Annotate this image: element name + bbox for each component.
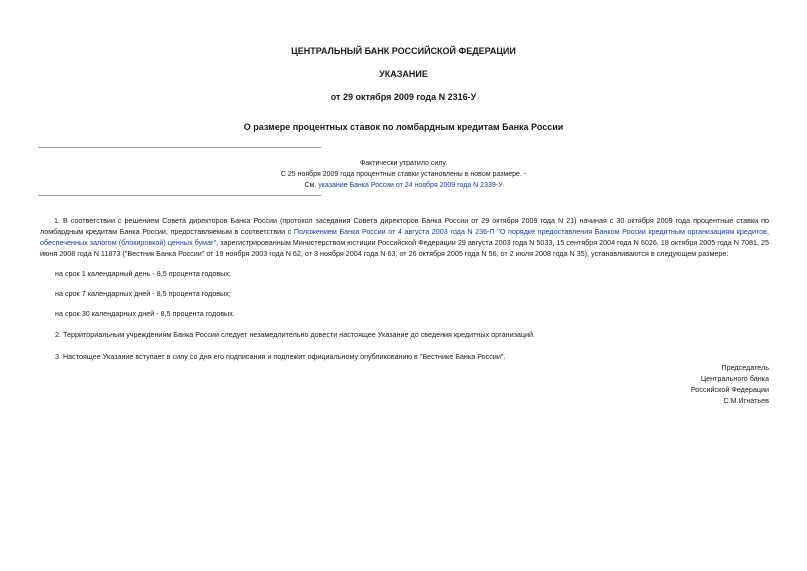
signature-org: Центрального банка	[700, 374, 769, 383]
document-type: УКАЗАНИЕ	[379, 69, 428, 79]
issuer-heading: ЦЕНТРАЛЬНЫЙ БАНК РОССИЙСКОЙ ФЕДЕРАЦИИ	[291, 46, 516, 56]
status-note-reference	[0, 180, 807, 191]
document-title: О размере процентных ставок по ломбардным кредитам Банка России	[243, 122, 564, 132]
regulation-link[interactable]: Положением Банка России от 4 августа 2003 года N 236-П "О порядке предоставления Банком России кредитным организациям кредитов, обеспеченных залогом (блокировкой) ценных бумаг"	[40, 227, 769, 247]
paragraph-1	[40, 215, 769, 259]
status-note-line1: Фактически утратило силу.	[359, 160, 448, 167]
rate-item-1: на срок 1 календарный день - 8,5 процента годовых;	[55, 269, 231, 278]
reference-link[interactable]: указание Банка России от 24 ноября 2009 года N 2339-У	[318, 182, 503, 189]
divider-top	[38, 147, 321, 148]
signature-title: Председатель	[721, 363, 769, 372]
status-note-line2: С 25 ноября 2009 года процентные ставки установлены в новом размере. -	[280, 171, 527, 178]
paragraph-2: 2. Территориальным учреждениям Банка России следует незамедлительно довести настоящее Указание до сведения кредитных организаций.	[55, 330, 536, 339]
signatory-name: С.М.Игнатьев	[723, 396, 769, 405]
rate-item-3: на срок 30 календарных дней - 8,5 процента годовых.	[55, 309, 235, 318]
document-date: от 29 октября 2009 года N 2316-У	[330, 92, 477, 102]
divider-bottom	[38, 195, 321, 196]
paragraph-3: 3. Настоящее Указание вступает в силу со дня его подписания и подлежит официальному опубликованию в "Вестнике Банка России".	[55, 352, 506, 361]
see-prefix: См.	[304, 182, 319, 189]
signature-country: Российской Федерации	[690, 385, 769, 394]
paragraph-1-text-b: , зарегистрированным Министерством юстиции Российской Федерации 29 августа 2003 года N 5033, 15 сентября 2004 года N 6026, 18 октября 2005 года N 7081, 25 июня 2008 года N 11873 ("Вестник Банка России" от 19 ноября 2003 года N 62, от 3 ноября 2004 года N 63, от 26 октября 2005 года N 56, от 2 июля 2008 года N 35), устанавливаются в следующем размере:	[40, 238, 769, 258]
rate-item-2: на срок 7 календарных дней - 8,5 процента годовых;	[55, 289, 231, 298]
paragraph-1-text-a: 1. В соответствии с решением Совета директоров Банка России (протокол заседания Совета директоров Банка России от 29 октября 2009 года N 21) начиная с 30 октября 2009 года процентные ставки по ломбардным кредитам Банка России, предоставляемым в соответствии с	[40, 216, 769, 236]
